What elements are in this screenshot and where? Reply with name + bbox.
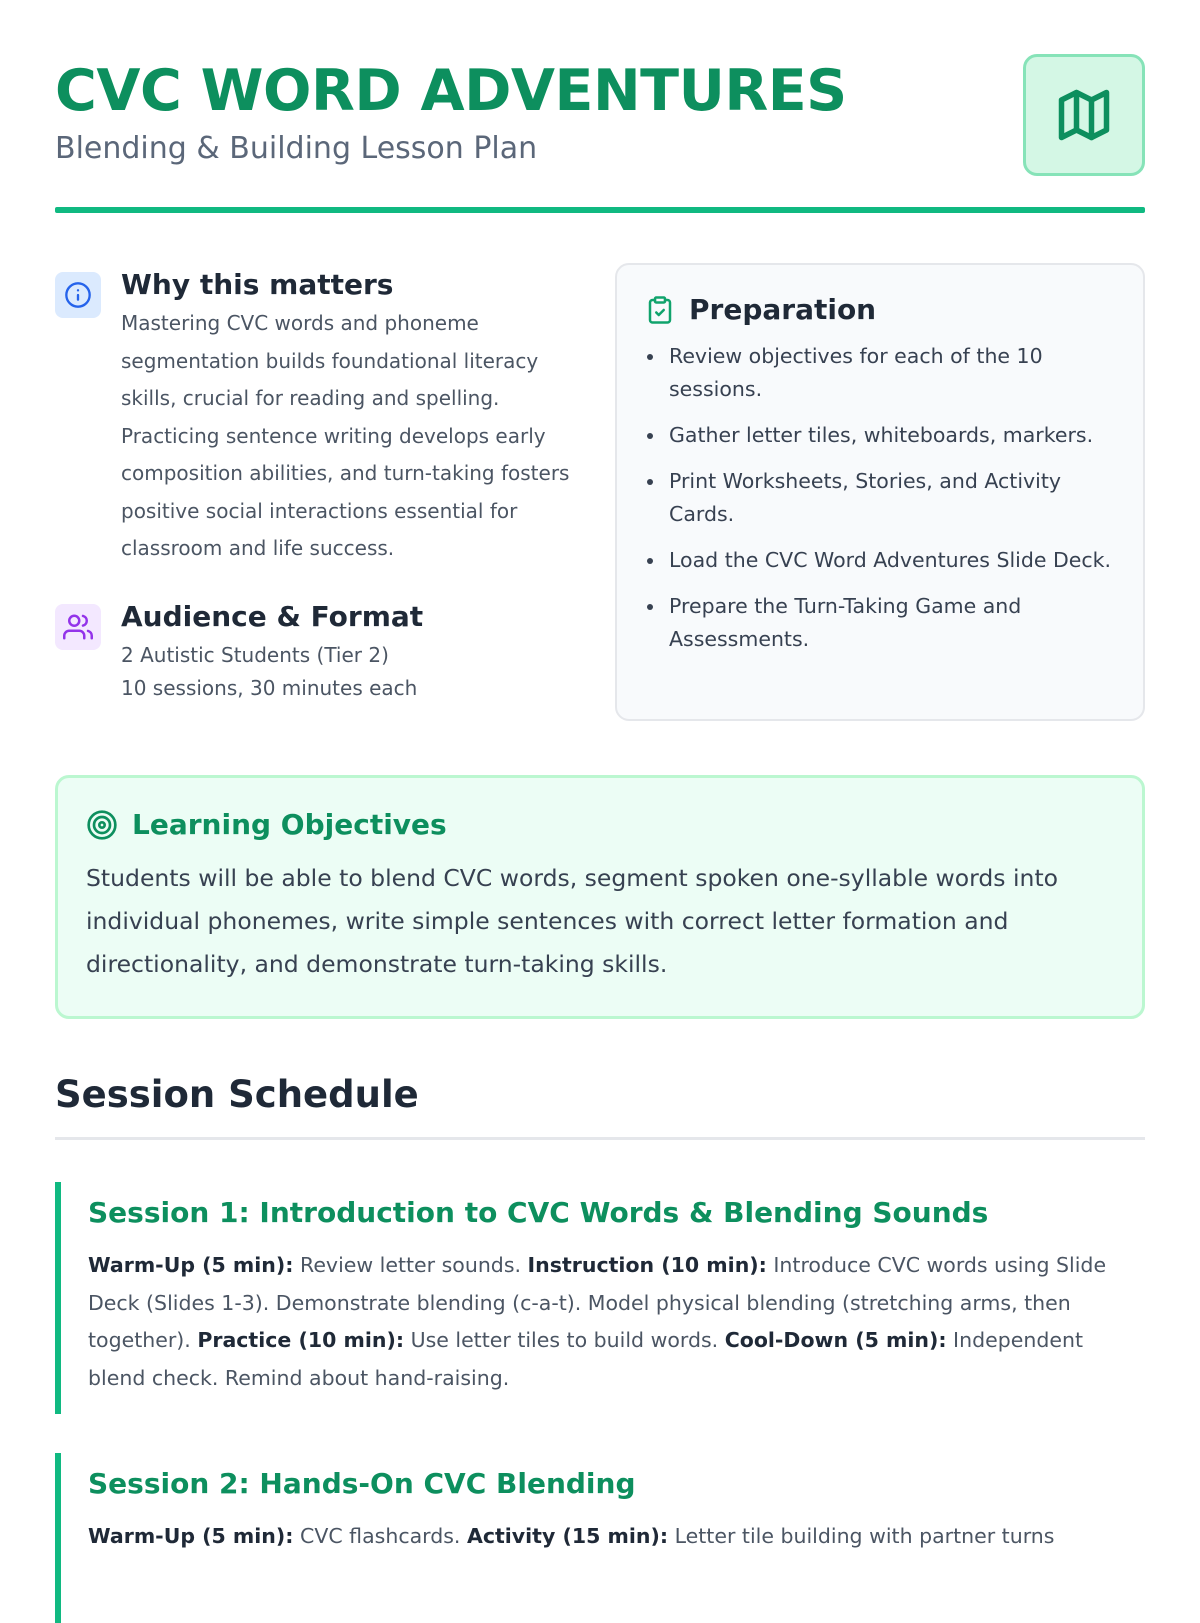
why-section xyxy=(55,268,585,568)
session-part-label: Cool-Down (5 min): xyxy=(724,1328,947,1352)
info-icon-badge xyxy=(55,272,101,318)
header xyxy=(55,0,1145,213)
users-icon-badge xyxy=(55,604,101,650)
session-title: Session 1: Introduction to CVC Words & Blending Sounds xyxy=(88,1196,989,1229)
map-badge xyxy=(1023,54,1145,176)
session-part-text: Letter tile building with partner turns xyxy=(668,1524,1055,1548)
audience-title: Audience & Format xyxy=(121,599,424,633)
page-title: CVC WORD ADVENTURES xyxy=(55,58,847,124)
session-body xyxy=(88,1247,1135,1397)
why-body: Mastering CVC words and phoneme segmentation builds foundational literacy skills, crucial for reading and spelling. Practicing sentence writing develops early composition abilities, and turn-taking fosters positive social interactions essential for classroom and life success. xyxy=(121,311,570,560)
info-left-column xyxy=(55,268,585,705)
target-icon xyxy=(86,809,118,841)
schedule-divider xyxy=(55,1137,1145,1140)
objectives-body: Students will be able to blend CVC words, segment spoken one-syllable words into individual phonemes, write simple sentences with correct letter formation and directionality, and demonstrate turn-taking skills. xyxy=(86,864,1059,978)
preparation-title: Preparation xyxy=(689,293,877,326)
preparation-card xyxy=(615,263,1145,721)
session-part-label: Warm-Up (5 min): xyxy=(88,1253,294,1277)
audience-line-students: 2 Autistic Students (Tier 2) xyxy=(121,642,389,667)
clipboard-check-icon xyxy=(645,295,675,325)
session-part-label: Practice (10 min): xyxy=(197,1328,405,1352)
audience-line-sessions: 10 sessions, 30 minutes each xyxy=(121,675,418,700)
objectives-title: Learning Objectives xyxy=(132,808,447,841)
why-title: Why this matters xyxy=(121,268,394,301)
session-title: Session 2: Hands-On CVC Blending xyxy=(88,1467,636,1500)
session-part-text: CVC flashcards. xyxy=(293,1524,467,1548)
preparation-header xyxy=(645,293,1115,326)
info-icon xyxy=(64,281,92,309)
list-item: Gather letter tiles, whiteboards, markers. xyxy=(645,419,1115,452)
learning-objectives-card xyxy=(55,775,1145,1019)
objectives-header xyxy=(86,808,1114,841)
session-card xyxy=(55,1182,1145,1414)
info-row xyxy=(55,268,1145,738)
header-divider xyxy=(55,207,1145,213)
audience-section xyxy=(55,600,585,705)
list-item: Review objectives for each of the 10 sessions. xyxy=(645,340,1115,406)
session-body xyxy=(88,1518,1135,1556)
list-item: Print Worksheets, Stories, and Activity Cards. xyxy=(645,465,1115,531)
session-part-text: Review letter sounds. xyxy=(293,1253,528,1277)
session-part-label: Instruction (10 min): xyxy=(527,1253,767,1277)
session-part-text: Use letter tiles to build words. xyxy=(404,1328,725,1352)
list-item: Prepare the Turn-Taking Game and Assessments. xyxy=(645,590,1115,656)
session-part-label: Activity (15 min): xyxy=(466,1524,669,1548)
session-card xyxy=(55,1453,1145,1623)
schedule-title: Session Schedule xyxy=(55,1073,419,1116)
users-icon xyxy=(63,612,93,642)
session-part-label: Warm-Up (5 min): xyxy=(88,1524,294,1548)
list-item: Load the CVC Word Adventures Slide Deck. xyxy=(645,544,1115,577)
preparation-list xyxy=(645,340,1115,656)
session-part-text: Introduce CVC words using Slide Deck (Slides 1-3). Demonstrate blending (c-a-t). Model physical blending (stretching arms, then together). xyxy=(88,1253,1107,1352)
page-subtitle: Blending & Building Lesson Plan xyxy=(55,131,538,166)
map-icon xyxy=(1054,85,1114,145)
session-part-text: Independent blend check. Remind about hand-raising. xyxy=(88,1328,1083,1390)
